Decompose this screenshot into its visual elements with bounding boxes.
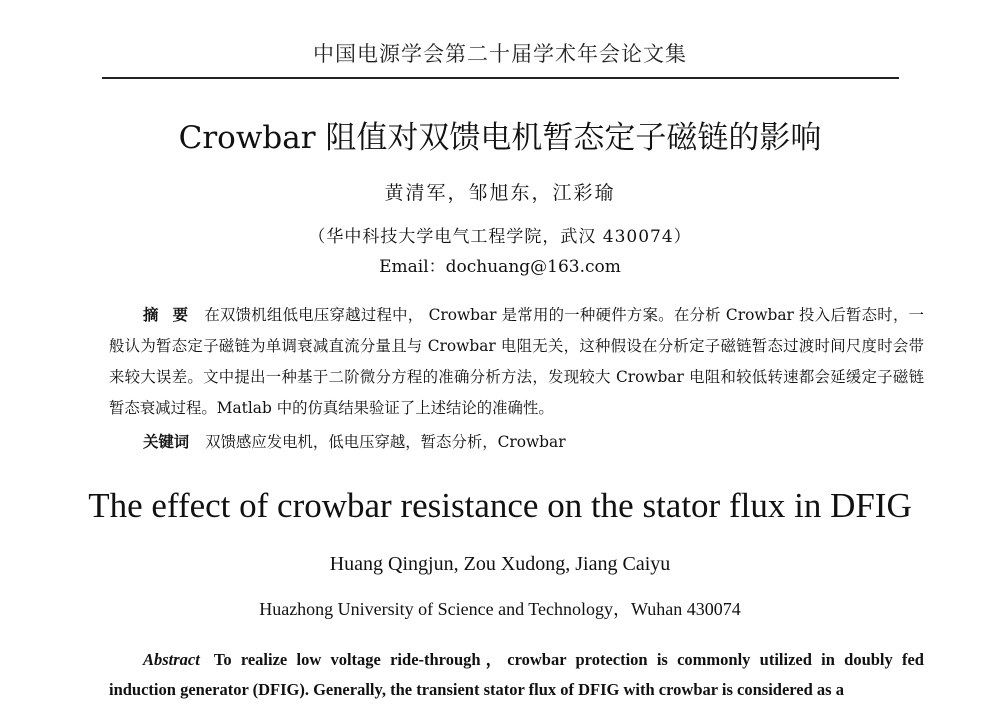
- affiliation-chinese: （华中科技大学电气工程学院，武汉 430074）: [308, 227, 692, 247]
- keywords-chinese-label: 关键词: [143, 433, 190, 451]
- abstract-chinese-label: 摘要: [143, 306, 203, 324]
- keywords-chinese: [109, 427, 924, 458]
- affiliation-english: Huazhong University of Science and Technology，Wuhan 430074: [259, 599, 741, 619]
- abstract-english-text: To realize low voltage ride-through，crowbar protection is commonly utilized in doubly fed induction generator (DFIG). Generally, the transient stator flux of DFIG with crowbar is considered as a: [109, 650, 924, 699]
- abstract-chinese-text: 在双馈机组低电压穿越过程中， Crowbar 是常用的一种硬件方案。在分析 Crowbar 投入后暂态时，一般认为暂态定子磁链为单调衰减直流分量且与 Crowbar 电阻无关，这种假设在分析定子磁链暂态过渡时间尺度时会带来较大误差。文中提出一种基于二阶微分方程的准确分析方法，发现较大 Crowbar 电阻和较低转速都会延缓定子磁链暂态衰减过程。Matlab 中的仿真结果验证了上述结论的准确性。: [109, 306, 924, 417]
- header-rule: [102, 77, 899, 79]
- keywords-chinese-text: 双馈感应发电机，低电压穿越，暂态分析，Crowbar: [205, 433, 566, 451]
- running-header: 中国电源学会第二十届学术年会论文集: [313, 42, 687, 66]
- title-english: The effect of crowbar resistance on the stator flux in DFIG: [88, 486, 912, 525]
- authors-english: Huang Qingjun, Zou Xudong, Jiang Caiyu: [329, 553, 671, 575]
- abstract-english: [109, 645, 924, 705]
- author-email: Email：dochuang@163.com: [379, 257, 621, 277]
- abstract-english-label: Abstract: [143, 650, 200, 669]
- abstract-chinese: [109, 300, 924, 424]
- title-chinese: Crowbar 阻值对双馈电机暂态定子磁链的影响: [178, 120, 822, 156]
- authors-chinese: 黄清军，邹旭东，江彩瑜: [384, 182, 616, 204]
